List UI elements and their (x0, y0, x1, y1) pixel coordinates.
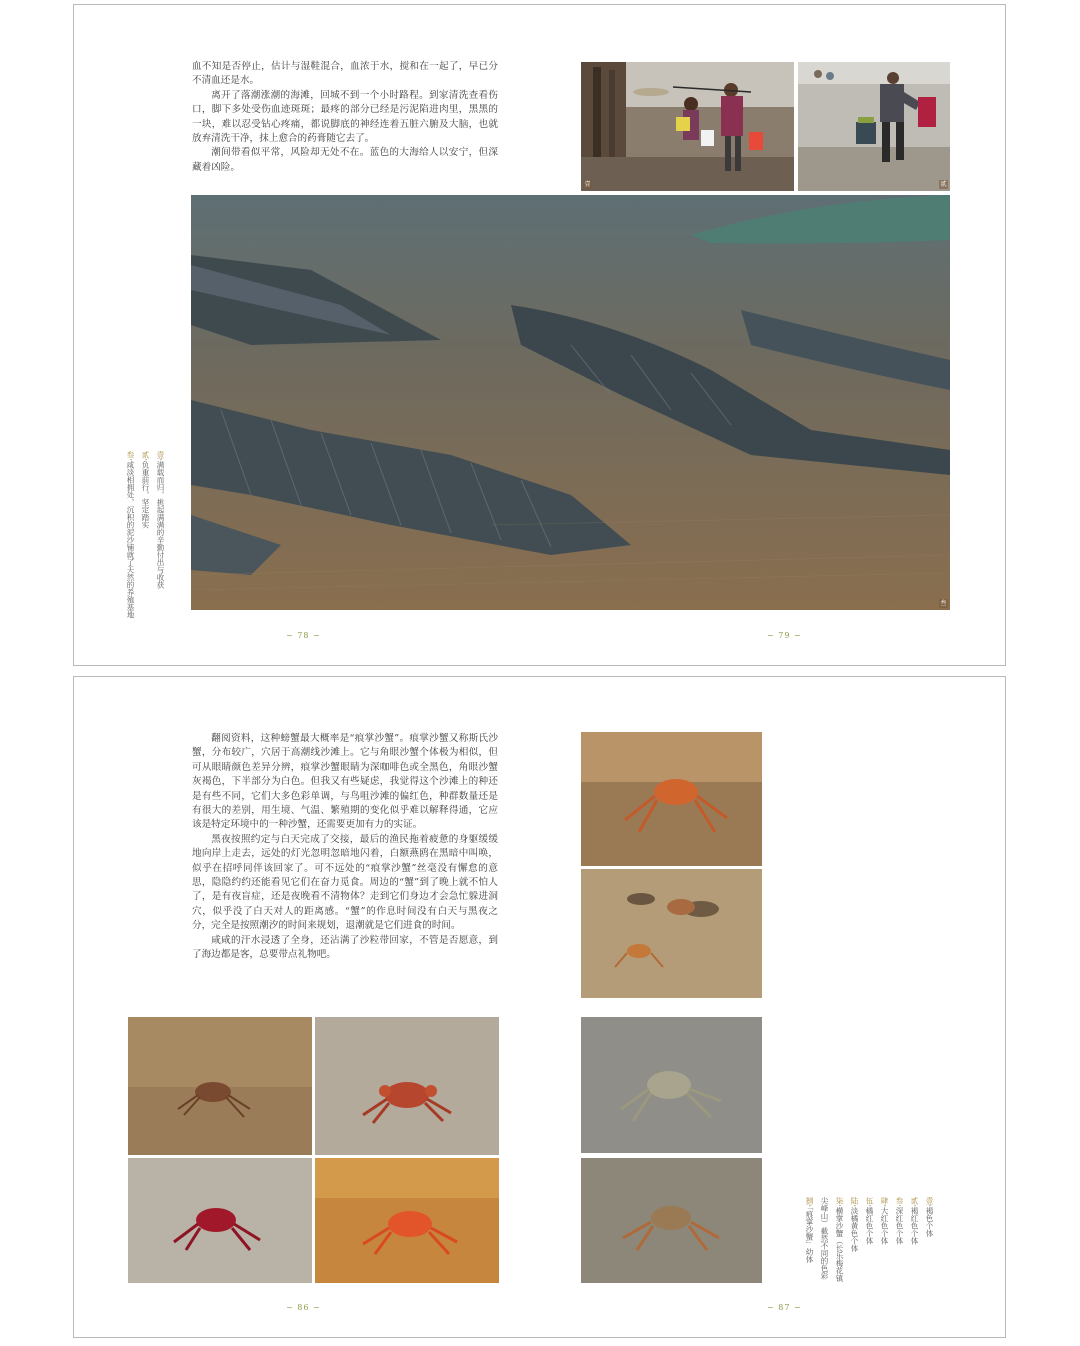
caption: 捌·「痕掌沙蟹」幼体 (805, 1197, 814, 1264)
paragraph: 潮间带看似平常，风险却无处不在。蓝色的大海给人以安宁，但深藏着凶险。 (192, 147, 498, 173)
photo-crab-different-color (581, 1017, 762, 1153)
caption: 叁·咸淡相拥处，沉积的泥沙铺就了天然的养殖基地 (126, 451, 135, 619)
caption: 贰·褐红色个体 (910, 1197, 919, 1245)
photo-crab-juvenile (581, 1158, 762, 1283)
page-number: ~ 79 ~ (767, 631, 802, 640)
spread-pages-78-79 (73, 4, 1006, 666)
photo-fishers-carrying (581, 62, 794, 191)
caption: 尖峰山）截然不同的色彩 (820, 1197, 829, 1280)
photo-crab-deep-red (128, 1158, 312, 1283)
article-text (192, 60, 498, 175)
caption: 伍·橘红色个体 (865, 1197, 874, 1245)
caption: 壹·褐色个体 (925, 1197, 934, 1237)
caption: 肆·大红色个体 (880, 1197, 889, 1245)
photo-aerial-mudflat (191, 195, 950, 610)
paragraph: 离开了落潮涨潮的海滩，回城不到一个小时路程。到家清洗查看伤口，脚下多处受伤血迹斑斑；最疼的部分已经是污泥陷进肉里，黑黑的一块，难以忍受钻心疼痛，都说脚底的神经连着五脏六腑及大脑，也就放弃清洗干净，抹上愈合的药膏随它去了。 (192, 89, 498, 145)
paragraph: 翻阅资料，这种螃蟹最大概率是“痕掌沙蟹”。痕掌沙蟹又称斯氏沙蟹，分布较广，穴居于高潮线沙滩上。它与角眼沙蟹个体极为相似，但可从眼睛颜色差异分辨，痕掌沙蟹眼睛为深咖啡色或全黑色，角眼沙蟹灰褐色，下半部分为白色。但我又有些疑虑，我觉得这个沙滩上的种还是有些不同，它们大多色彩单调，与鸟咀沙滩的偏红色，种群数量还是有很大的差别，用生境、气温、繁殖期的变化似乎难以解释得通，它应该是特定环境中的一种沙蟹，还需要更加有力的实证。 (192, 733, 498, 831)
photo-tag: 贰 (940, 181, 947, 188)
photo-crab-pale-orange (581, 869, 762, 998)
photo-tag: 叁 (940, 600, 947, 607)
page-number: ~ 86 ~ (286, 1303, 321, 1312)
page-number: ~ 78 ~ (286, 631, 321, 640)
caption: 叁·深红色个体 (895, 1197, 904, 1245)
photo-crab-bright-red (315, 1158, 499, 1283)
caption: 贰·负重前行，坚定踏实 (141, 451, 150, 529)
paragraph: 黑夜按照约定与白天完成了交接，最后的渔民拖着疲惫的身躯缓缓地向岸上走去，远处的灯光忽明忽暗地闪着，白额燕鸥在黑暗中叫唤，似乎在招呼同伴该回家了。可不远处的“痕掌沙蟹”丝毫没有懈怠的意思，隐隐约约还能看见它们在奋力觅食。周边的“蟹”到了晚上就不怕人了，是有夜盲症，还是夜晚看不清物体？走到它们身边才会急忙躲进洞穴，似乎没了白天对人的距离感。“蟹”的作息时间没有白天与黑夜之分，完全是按照潮汐的时间来规划，退潮就是它们进食的时间。 (192, 833, 498, 932)
photo-tag: 壹 (584, 181, 591, 188)
photo-crab-orange-red (581, 732, 762, 866)
caption: 柒·横掌沙蟹（长乐梅花镇 (835, 1197, 844, 1282)
caption: 壹·满载而归，挑起满满的辛勤付出与收获 (156, 451, 165, 589)
photo-running-with-bucket (798, 62, 950, 191)
photo-crab-brown (128, 1017, 312, 1155)
spread-pages-86-87 (73, 676, 1006, 1338)
paragraph: 咸咸的汗水浸透了全身，还沾满了沙粒带回家，不管是否愿意，到了海边都是客，总要带点礼物吧。 (192, 934, 498, 961)
article-text (192, 732, 498, 963)
page-number: ~ 87 ~ (767, 1303, 802, 1312)
paragraph: 血不知是否停止，估计与湿鞋混合，血浓于水，搅和在一起了，早已分不清血还是水。 (192, 61, 498, 87)
caption-group (126, 451, 165, 619)
caption-group (805, 1197, 934, 1287)
caption: 陆·淡橘黄色个体 (850, 1197, 859, 1252)
photo-crab-reddish-brown (315, 1017, 499, 1155)
